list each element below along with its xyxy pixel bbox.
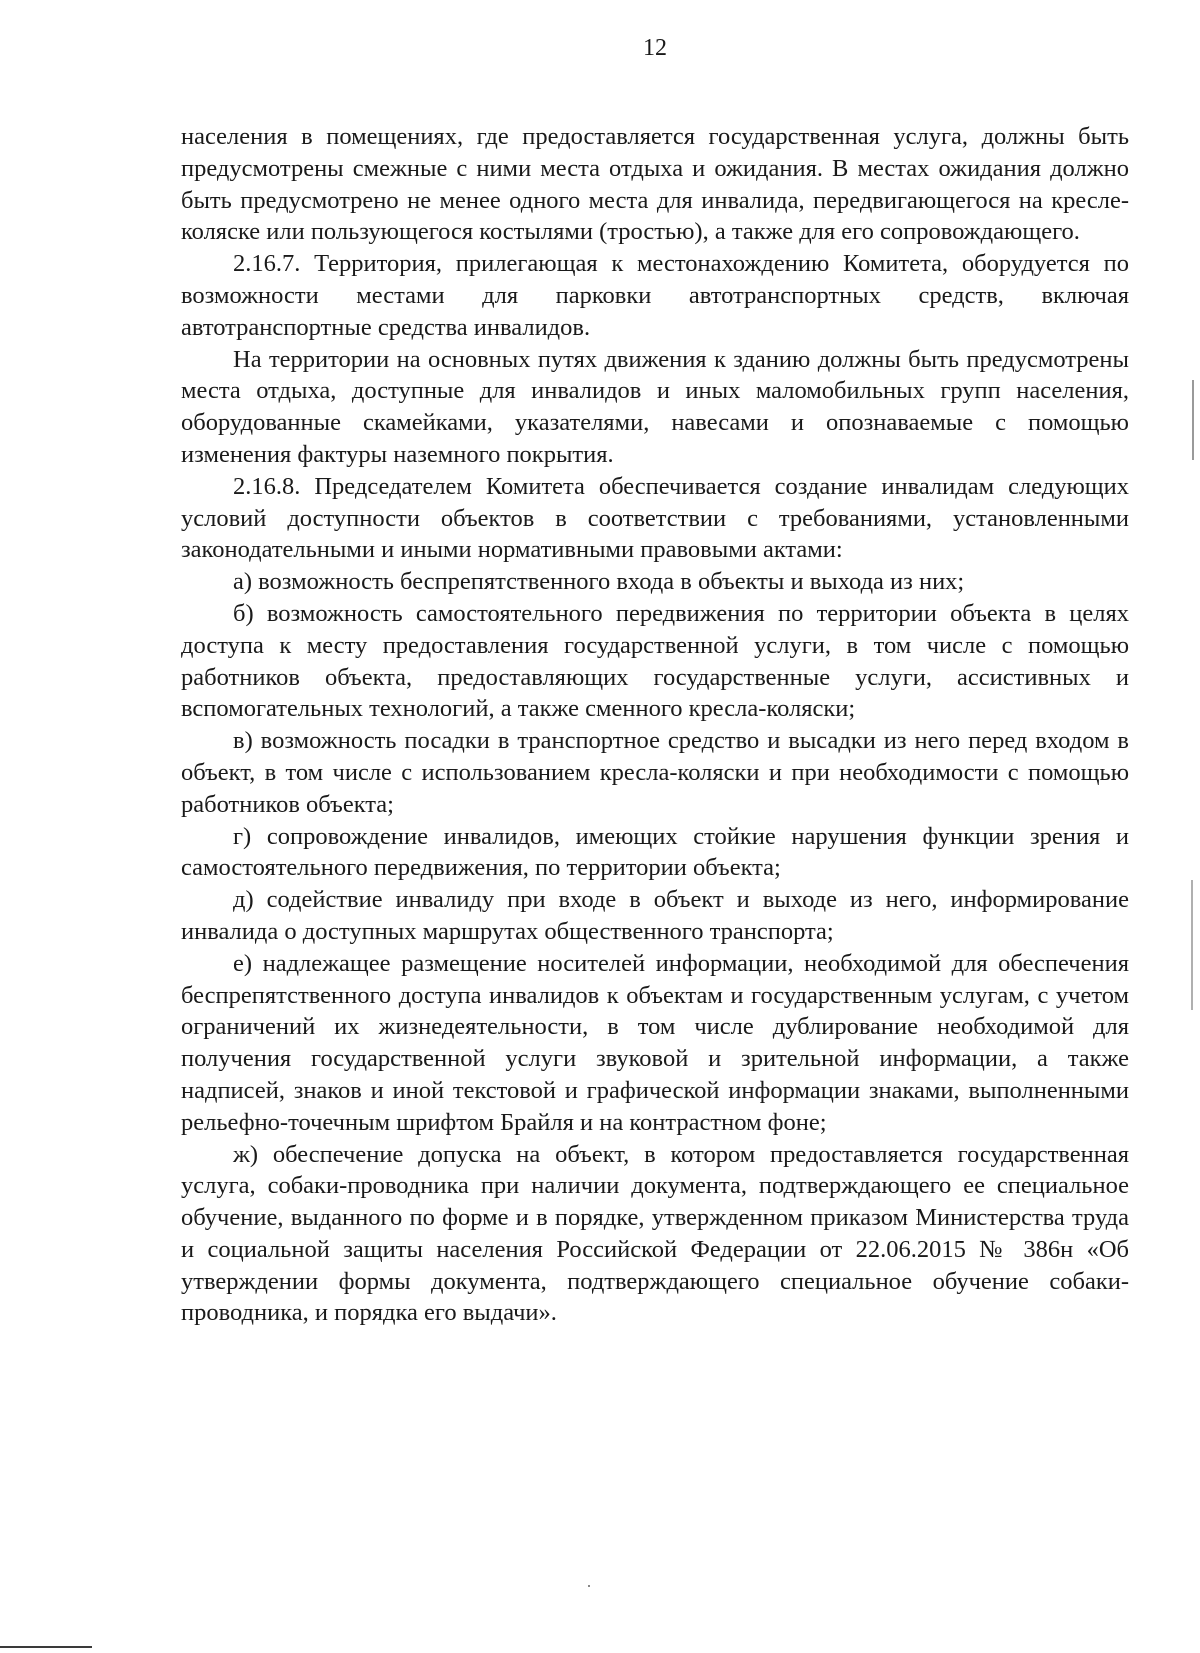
list-item-zh: ж) обеспечение допуска на объект, в котором предоставляется государственная услуга, собаки-проводника при наличии документа, подтверждающего ее специальное обучение, выданного по форме и в порядке, утвержденном приказом Министерства труда и социальной защиты населения Российской Федерации от 22.06.2015 № 386н «Об утверждении формы документа, подтверждающего специальное обучение собаки-проводника, и порядка его выдачи». xyxy=(181,1140,1129,1327)
document-body xyxy=(181,121,1129,1329)
scan-edge-mark xyxy=(1192,380,1194,460)
scan-speck xyxy=(588,1585,590,1587)
paragraph-2-16-7: 2.16.7. Территория, прилегающая к местонахождению Комитета, оборудуется по возможности местами для парковки автотранспортных средств, включая автотранспортные средства инвалидов. xyxy=(181,250,1129,341)
list-item-v: в) возможность посадки в транспортное средство и высадки из него перед входом в объект, в том числе с использованием кресла-коляски и при необходимости с помощью работников объекта; xyxy=(181,727,1129,818)
list-item-e: е) надлежащее размещение носителей информации, необходимой для обеспечения беспрепятственного доступа инвалидов к объектам и государственным услугам, с учетом ограничений их жизнедеятельности, в том числе дублирование необходимой для получения государственной услуги звуковой и зрительной информации, а также надписей, знаков и иной текстовой и графической информации знаками, выполненными рельефно-точечным шрифтом Брайля и на контрастном фоне; xyxy=(181,949,1129,1136)
paragraph-2-16-8: 2.16.8. Председателем Комитета обеспечивается создание инвалидам следующих условий доступности объектов в соответствии с требованиями, установленными законодательными и иными нормативными правовыми актами: xyxy=(181,472,1129,564)
scan-edge-mark xyxy=(1191,880,1193,1010)
paragraph-territory-rest-places: На территории на основных путях движения к зданию должны быть предусмотрены места отдыха, доступные для инвалидов и иных маломобильных групп населения, оборудованные скамейками, указателями, навесами и опознаваемые с помощью изменения фактуры наземного покрытия. xyxy=(181,345,1129,468)
list-item-a: а) возможность беспрепятственного входа в объекты и выхода из них; xyxy=(233,568,965,596)
list-item-d: д) содействие инвалиду при входе в объект и выходе из него, информирование инвалида о доступных маршрутах общественного транспорта; xyxy=(181,886,1129,945)
scan-edge-mark xyxy=(0,1646,92,1648)
list-item-g: г) сопровождение инвалидов, имеющих стойкие нарушения функции зрения и самостоятельного передвижения, по территории объекта; xyxy=(181,822,1129,882)
list-item-b: б) возможность самостоятельного передвижения по территории объекта в целях доступа к месту предоставления государственной услуги, в том числе с помощью работников объекта, предоставляющих государственные услуги, ассистивных и вспомогательных технологий, а также сменного кресла-коляски; xyxy=(181,599,1129,723)
paragraph-continuation: населения в помещениях, где предоставляется государственная услуга, должны быть предусмотрены смежные с ними места отдыха и ожидания. В местах ожидания должно быть предусмотрено не менее одного места для инвалида, передвигающегося на кресле-коляске или пользующегося костылями (тростью), а также для его сопровождающего. xyxy=(181,123,1129,246)
page-number: 12 xyxy=(643,35,667,61)
